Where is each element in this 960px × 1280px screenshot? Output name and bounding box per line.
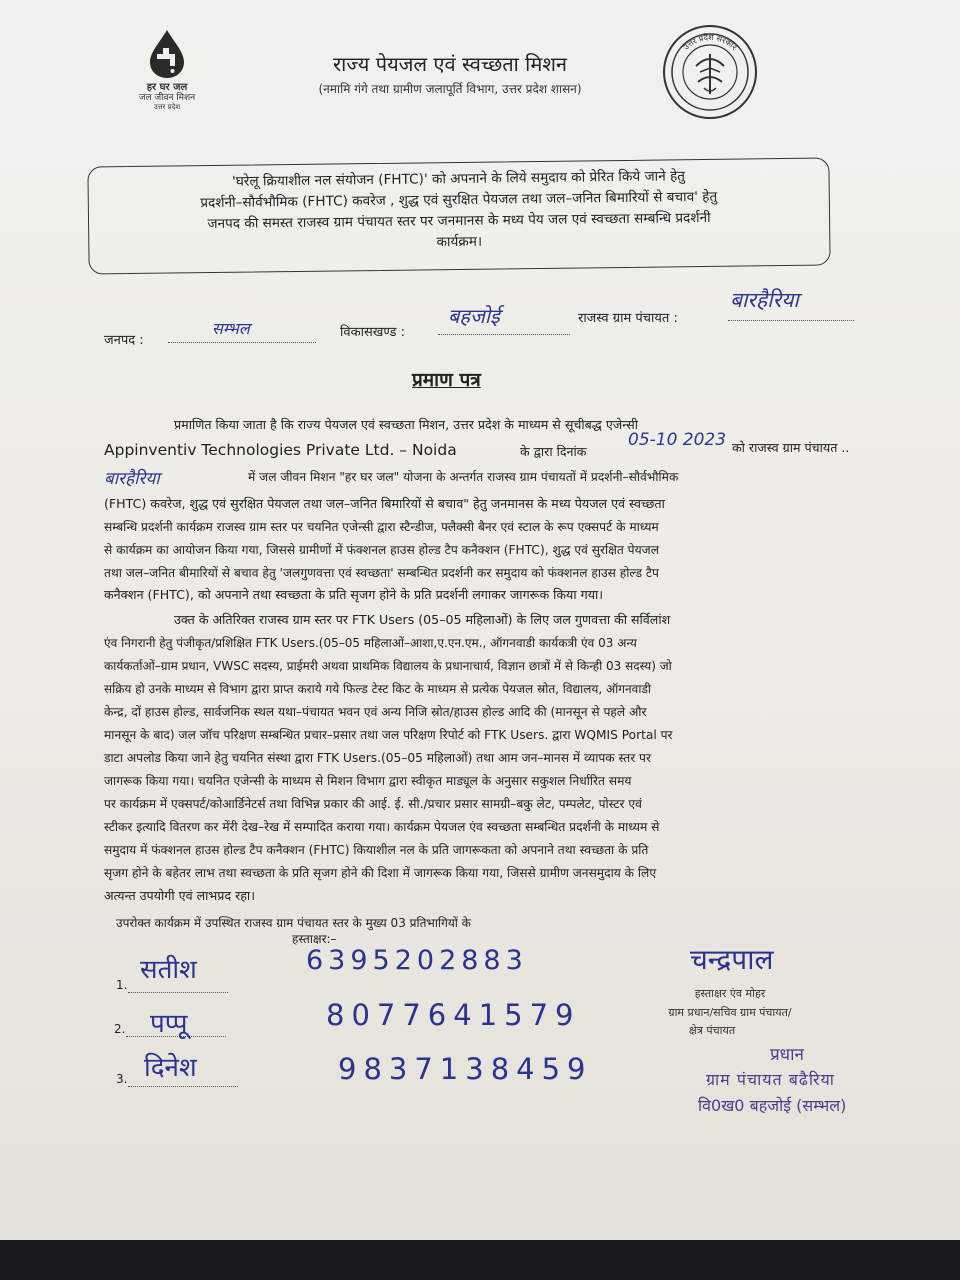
district-label: जनपद : <box>104 333 144 348</box>
paragraph-2-line-9: पर कार्यक्रम में एक्सपर्ट/कोआर्डिनेटर्स तथा विभिन्न प्रकार की आई. ई. सी./प्रचार प्रसार सामग्री–बकु लेट, पम्पलेट, पोस्टर एवं <box>104 797 642 811</box>
paragraph-1-line-5: सम्बन्धि प्रदर्शनी कार्यक्रम राजस्व ग्राम स्तर पर चयनित एजेन्सी द्वारा स्टैन्डीज, फ्लैक्सी बैनर एवं स्टाल के रूप एक्सपर्ट के माध्यम <box>104 520 659 534</box>
participant-name-1: सतीश <box>140 955 197 985</box>
participant-phone-1: 6395202883 <box>306 945 528 976</box>
org-subtitle: (नमामि गंगे तथा ग्रामीण जलापूर्ति विभाग, उत्तर प्रदेश शासन) <box>318 82 582 96</box>
paragraph-2-line-3: कार्यकर्ताओं–ग्राम प्रधान, VWSC सदस्य, प्राईमरी अथवा प्राथमिक विद्यालय के प्रधानाचार्य, विज्ञान छात्रों में से किन्ही 03 सदस्य) जो <box>104 659 672 673</box>
programme-line-2: प्रदर्शनी–सौर्वभौमिक (FHTC) कवरेज , शुद्ध एवं सुरक्षित पेयजल तथा जल–जनित बिमारियों से बचाव' हेतु <box>200 188 718 212</box>
pradhan-designation: ग्राम प्रधान/सचिव ग्राम पंचायत/ <box>668 1006 792 1019</box>
paragraph-1-line-8: कनैक्शन (FHTC), को अपनाने तथा स्वच्छता के प्रति सृजग होने के प्रति प्रदर्शनी लगाकर जागरूक किया गया। <box>104 587 604 602</box>
certificate-title: प्रमाण पत्र <box>412 369 481 391</box>
paragraph-2-line-8: जागरूक किया गया। चयनित एजेन्सी के माध्यम से मिशन विभाग द्वारा स्वीकृत माड्यूल के अनुसार सकुशल निर्धारित समय <box>104 774 632 788</box>
paragraph-2-line-4: सक्रिय हो उनके माध्यम से विभाग द्वारा प्राप्त कराये गये फिल्ड टेस्ट किट के माध्यम से प्रत्येक पेयजल स्रोत, विद्यालय, ऑगनवाडी <box>104 682 651 696</box>
up-government-emblem <box>660 22 760 122</box>
paragraph-1-line-6: से कार्यक्रम का आयोजन किया गया, जिससे ग्रामीणों में फंक्शनल हाउस होल्ड टैप कनैक्शन (FHTC), शुद्ध एवं सुरक्षित पेयजल <box>104 543 659 557</box>
panchayat-label: राजस्व ग्राम पंचायत : <box>578 311 678 326</box>
programme-line-3: जनपद की समस्त राजस्व ग्राम पंचायत स्तर पर जनमानस के मध्य पेय जल एवं स्वच्छता सम्बन्धि प्रदर्शनी <box>207 209 711 233</box>
stamp-line-3: वि0ख0 बहजोई (सम्भल) <box>698 1096 847 1115</box>
logo-left-line1: हर घर जल <box>146 82 188 93</box>
programme-line-4: कार्यक्रम। <box>436 233 483 251</box>
paragraph-1-line-3: में जल जीवन मिशन "हर घर जल" योजना के अन्तर्गत राजस्व ग्राम पंचायतों में प्रदर्शनी–सौर्वभौमिक <box>248 470 679 484</box>
programme-box <box>87 157 830 274</box>
stamp-line-1: प्रधान <box>770 1045 804 1065</box>
emblem-text: उत्तर प्रदेश सरकार <box>681 32 739 52</box>
agency-name: Appinventiv Technologies Private Ltd. – Noida <box>104 441 457 459</box>
paragraph-2-line-2: एंव निगरानी हेतु पंजीकृत/प्रशिक्षित FTK Users.(05–05 महिलाओं–आशा,ए.एन.एम., ऑगनवाडी कार्यकत्री एंव 03 अन्य <box>104 636 637 650</box>
har-ghar-jal-logo <box>122 28 212 111</box>
panchayat-prefix: को राजस्व ग्राम पंचायत .. <box>732 440 850 455</box>
participant-phone-2: 8077641579 <box>326 998 581 1032</box>
paragraph-1-line-1: प्रमाणित किया जाता है कि राज्य पेयजल एवं स्वच्छता मिशन, उत्तर प्रदेश के माध्यम से सूचीबद्ध एजेन्सी <box>174 417 638 432</box>
village-handwritten: बारहैरिया <box>104 469 160 489</box>
paragraph-2-line-7: डाटा अपलोड किया जाने हेतु चयनित संस्था द्वारा FTK Users.(05–05 महिलाओं) तथा आम जन–मानस में व्यापक स्तर पर <box>104 751 651 765</box>
participants-signature-label: हस्ताक्षर:– <box>292 932 337 946</box>
programme-line-1: 'घरेलू क्रियाशील नल संयोजन (FHTC)' को अपनाने के लिये समुदाय को प्रेरित किये जाने हेतु <box>231 168 686 190</box>
signature-seal-label: हस्ताक्षर एंव मोहर <box>694 987 766 1000</box>
water-drop-tap-icon <box>144 28 190 80</box>
stamp-line-2: ग्राम पंचायत बढैरिया <box>706 1070 835 1089</box>
participant-name-3: दिनेश <box>144 1053 197 1083</box>
paragraph-2-line-1: उक्त के अतिरिक्त राजस्व ग्राम स्तर पर FTK Users (05–05 महिलाओं) के लिए जल गुणवत्ता की सर्विलांश <box>174 612 671 627</box>
date-value: 05-10 2023 <box>628 430 727 450</box>
org-title: राज्य पेयजल एवं स्वच्छता मिशन <box>332 52 568 76</box>
panchayat-value: बारहैरिया <box>730 288 799 312</box>
participant-name-2: पप्पू <box>150 1009 188 1039</box>
paragraph-2-line-13: अत्यन्त उपयोगी एवं लाभप्रद रहा। <box>104 888 255 903</box>
paragraph-2-line-12: सृजग होने के बहेतर लाभ तथा स्वच्छता के प्रति सृजग होने की दिशा में जागरूक किया गया, जिससे ग्रामीण जनसमुदाय के लिए <box>104 866 657 880</box>
district-value: सम्भल <box>212 319 250 338</box>
paragraph-2-line-6: मानसून के बाद) जल जॉच परिक्षण सम्बन्धित प्रचार–प्रसार तथा जल परिक्षण रिपोर्ट को FTK Users. द्वारा WQMIS Portal पर <box>104 728 673 742</box>
participant-num-1: 1. <box>116 978 128 992</box>
participant-num-2: 2. <box>114 1022 126 1036</box>
kshetra-panchayat: क्षेत्र पंचायत <box>688 1024 736 1037</box>
paragraph-1-line-4: (FHTC) कवरेज, शुद्ध एवं सुरक्षित पेयजल तथा जल–जनित बिमारियों से बचाव" हेतु जनमानस के मध्य पेयजल एवं स्वच्छता <box>104 496 665 511</box>
paragraph-2-line-5: केन्द्र, दों हाउस होल्ड, सार्वजनिक स्थल यथा–पंचायत भवन एवं अन्य निजि स्रोत/हाउस होल्ड आदि की (मानसून से पहले और <box>104 705 647 719</box>
date-label: के द्वारा दिनांक <box>520 444 587 459</box>
paragraph-1-line-7: तथा जल–जनित बीमारियों से बचाव हेतु 'जलगुणवत्ता एवं स्वच्छता' सम्बन्धित प्रदर्शनी कर समुदाय को फंक्शनल हाउस होल्ड टैप <box>104 566 659 580</box>
participant-num-3: 3. <box>116 1072 128 1086</box>
participants-intro: उपरोक्त कार्यक्रम में उपस्थित राजस्व ग्राम पंचायत स्तर के मुख्य 03 प्रतिभागियों के <box>116 916 471 930</box>
background-edge <box>0 1240 960 1280</box>
logo-left-line3: उत्तर प्रदेश <box>153 103 181 111</box>
participant-phone-3: 9837138459 <box>338 1052 593 1086</box>
paragraph-2-line-11: समुदाय में फंक्शनल हाउस होल्ड टैप कनैक्शन (FHTC) कियाशील नल के प्रति जागरूकता को अपनाने तथा स्वच्छता के प्रति <box>104 843 649 857</box>
logo-left-line2: जल जीवन मिशन <box>138 93 196 103</box>
block-label: विकासखण्ड : <box>340 325 406 340</box>
block-value: बहजोई <box>448 304 500 328</box>
pradhan-signature: चन्द्रपाल <box>690 943 774 976</box>
svg-text:उत्तर प्रदेश सरकार <box>682 32 739 52</box>
paragraph-2-line-10: स्टीकर इत्यादि वितरण कर मेंरी देख–रेख में सम्पादित कराया गया। कार्यक्रम पेयजल एंव स्वच्छता सम्बन्धित प्रदर्शनी के माध्यम से <box>104 820 660 834</box>
up-emblem-icon <box>660 22 760 122</box>
